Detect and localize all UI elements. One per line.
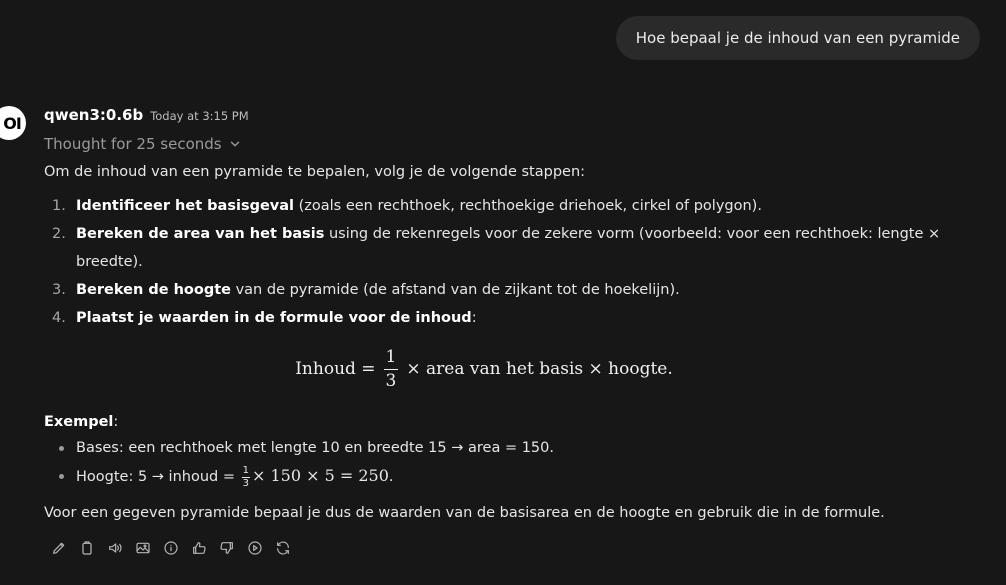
formula-lhs: Inhoud = [295, 359, 376, 379]
example-list [44, 434, 984, 491]
list-number: 2. [52, 226, 66, 242]
example-heading-text: Exempel [44, 414, 114, 430]
regenerate-button[interactable] [272, 537, 294, 559]
step-title: Identificeer het basisgeval [76, 198, 294, 214]
step-title: Bereken de hoogte [76, 282, 231, 298]
generate-image-button[interactable] [132, 537, 154, 559]
example-suffix: . [388, 469, 394, 485]
step-title: Bereken de area van het basis [76, 226, 325, 242]
formula-rhs: × area van het basis × hoogte. [406, 359, 673, 379]
copy-button[interactable] [76, 537, 98, 559]
list-item [44, 304, 984, 332]
example-text: Bases: een rechthoek met lengte 10 en breedte 15 → area = 150. [76, 440, 554, 456]
copy-icon [79, 540, 95, 556]
list-item [44, 462, 984, 491]
regenerate-icon [275, 540, 291, 556]
thumbs-down-icon [219, 540, 235, 556]
inline-math: × 150 × 5 = 250 [251, 466, 389, 485]
volume-formula [44, 340, 984, 398]
bad-response-button[interactable] [216, 537, 238, 559]
list-number: 1. [52, 198, 66, 214]
continue-button[interactable] [244, 537, 266, 559]
chevron-down-icon [228, 137, 242, 151]
list-item [44, 434, 984, 462]
list-item [44, 276, 984, 304]
step-text: using de rekenregels voor de zekere vorm (voorbeeld: voor een rechthoek: lengte × breedte). [76, 226, 941, 270]
outro-paragraph: Voor een gegeven pyramide bepaal je dus de waarden van de basisarea en de hoogte en gebruik die in de formule. [44, 505, 885, 521]
thought-toggle[interactable] [44, 133, 984, 155]
inline-fraction [242, 466, 250, 489]
message-timestamp: Today at 3:15 PM [150, 109, 249, 123]
info-button[interactable] [160, 537, 182, 559]
list-number: 4. [52, 310, 66, 326]
thumbs-up-icon [191, 540, 207, 556]
edit-icon [51, 540, 67, 556]
example-heading-colon: : [113, 414, 119, 430]
list-item [44, 192, 984, 220]
step-text: : [471, 310, 477, 326]
assistant-message [44, 106, 984, 559]
play-icon [247, 540, 263, 556]
steps-list [44, 192, 984, 332]
message-actions [48, 537, 984, 559]
speaker-icon [107, 540, 123, 556]
example-heading [44, 410, 984, 434]
image-icon [135, 540, 151, 556]
user-message-bubble [616, 16, 980, 60]
info-icon [163, 540, 179, 556]
fraction-numerator: 1 [242, 464, 249, 476]
intro-paragraph: Om de inhoud van een pyramide te bepalen, volg je de volgende stappen: [44, 164, 586, 180]
model-name: qwen3:0.6b [44, 106, 144, 124]
example-text: Hoogte: 5 → inhoud = [76, 469, 240, 485]
model-avatar [0, 106, 26, 140]
read-aloud-button[interactable] [104, 537, 126, 559]
fraction-numerator: 1 [384, 349, 399, 370]
list-item [44, 220, 984, 276]
thought-label: Thought for 25 seconds [44, 135, 222, 153]
fraction-denominator: 3 [385, 370, 397, 391]
user-message-text: Hoe bepaal je de inhoud van een pyramide [635, 29, 960, 47]
formula-fraction [384, 346, 399, 391]
good-response-button[interactable] [188, 537, 210, 559]
step-title: Plaatst je waarden in de formule voor de inhoud [76, 310, 472, 326]
step-text: van de pyramide (de afstand van de zijkant tot de hoekelijn). [230, 282, 680, 298]
step-text: (zoals een rechthoek, rechthoekige driehoek, cirkel of polygon). [294, 198, 762, 214]
list-number: 3. [52, 282, 66, 298]
message-header [44, 106, 984, 128]
avatar-logo: OI [3, 113, 21, 133]
fraction-denominator: 3 [242, 477, 249, 489]
edit-button[interactable] [48, 537, 70, 559]
